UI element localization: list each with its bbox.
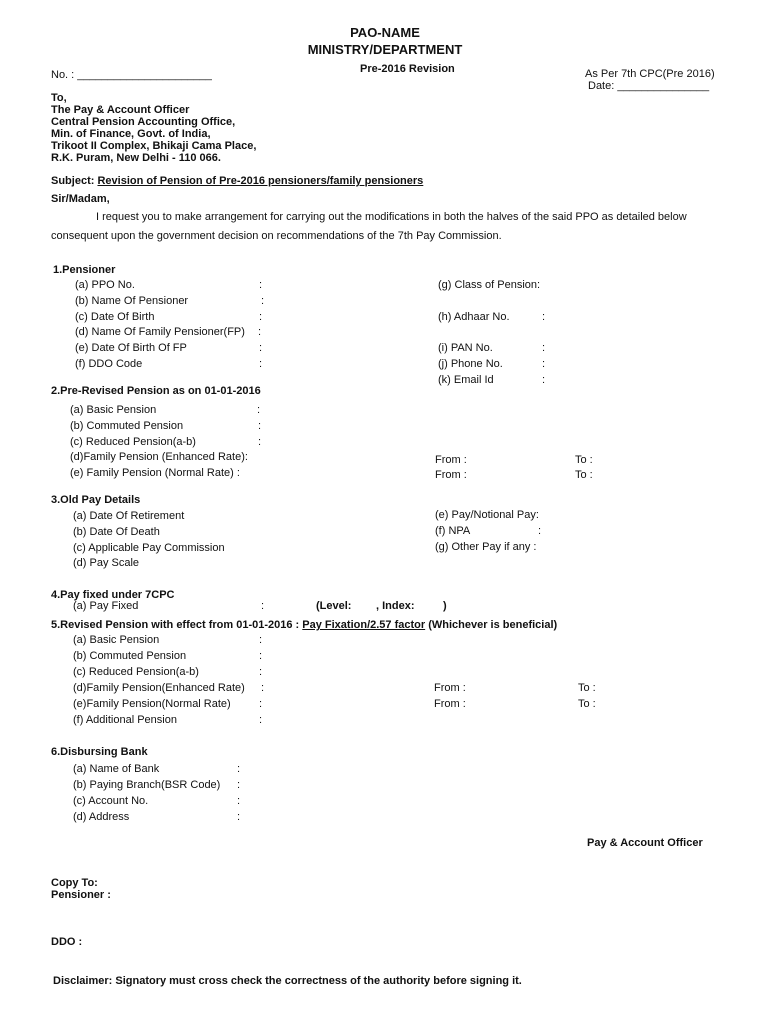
pao-name: PAO-NAME xyxy=(350,25,420,40)
address-line: The Pay & Account Officer xyxy=(51,104,190,116)
section-title-post: (Whichever is beneficial) xyxy=(425,619,558,631)
field-label: (b) Commuted Pension xyxy=(73,650,187,662)
colon: : xyxy=(259,634,263,646)
colon: : xyxy=(259,698,263,710)
colon: : xyxy=(237,811,241,823)
field-label: (d) Pay Scale xyxy=(73,557,140,569)
index-label: , Index: xyxy=(376,600,415,612)
field-label: (i) PAN No. xyxy=(438,342,493,354)
address-line: Trikoot II Complex, Bhikaji Cama Place, xyxy=(51,140,257,152)
colon: : xyxy=(258,436,262,448)
section-title xyxy=(51,619,557,632)
field-label: (d) Name Of Family Pensioner(FP) xyxy=(75,326,245,338)
colon: : xyxy=(261,682,265,694)
address-line: R.K. Puram, New Delhi - 110 066. xyxy=(51,152,221,164)
field-label: (e) Family Pension (Normal Rate) : xyxy=(70,467,240,479)
body-text: consequent upon the government decision on recommendations of the 7th Pay Commission. xyxy=(51,230,502,242)
close-paren: ) xyxy=(443,600,447,612)
body-text: I request you to make arrangement for carrying out the modifications in both the halves of the said PPO as detailed below xyxy=(96,211,687,223)
copy-to: Copy To: xyxy=(51,877,98,889)
ministry-department: MINISTRY/DEPARTMENT xyxy=(307,42,463,57)
address-line: Min. of Finance, Govt. of India, xyxy=(51,128,211,140)
colon: : xyxy=(261,600,265,612)
colon: : xyxy=(259,650,263,662)
field-label: (b) Name Of Pensioner xyxy=(75,295,189,307)
field-label: (c) Account No. xyxy=(73,795,149,807)
colon: : xyxy=(259,311,263,323)
colon: : xyxy=(542,311,546,323)
section-title: 3.Old Pay Details xyxy=(51,494,141,506)
colon: : xyxy=(258,326,262,338)
field-label: (f) DDO Code xyxy=(75,358,143,370)
colon: : xyxy=(261,295,265,307)
field-label: (g) Other Pay if any : xyxy=(435,541,537,553)
revision-label: Pre-2016 Revision xyxy=(360,63,455,75)
field-label: (d) Address xyxy=(73,811,130,823)
field-label: (a) Name of Bank xyxy=(73,763,160,775)
salutation: Sir/Madam, xyxy=(51,193,110,205)
from-label: From : xyxy=(434,698,466,710)
from-label: From : xyxy=(435,454,467,466)
field-label: (k) Email Id xyxy=(438,374,494,386)
colon: : xyxy=(259,342,263,354)
field-label: (b) Commuted Pension xyxy=(70,420,184,432)
field-label: (g) Class of Pension: xyxy=(438,279,541,291)
reference-number: No. : ______________________ xyxy=(51,69,212,81)
copy-pensioner: Pensioner : xyxy=(51,889,111,901)
to-label: To : xyxy=(575,454,593,466)
colon: : xyxy=(237,795,241,807)
field-label: (c) Date Of Birth xyxy=(75,311,155,323)
to-label: To : xyxy=(578,682,596,694)
colon: : xyxy=(538,525,542,537)
level-label: (Level: xyxy=(316,600,352,612)
section-title: 2.Pre-Revised Pension as on 01-01-2016 xyxy=(51,385,261,397)
field-label: (a) PPO No. xyxy=(75,279,135,291)
field-label: (c) Reduced Pension(a-b) xyxy=(73,666,199,678)
field-label: (f) Additional Pension xyxy=(73,714,177,726)
colon: : xyxy=(542,374,546,386)
field-label: (d)Family Pension(Enhanced Rate) xyxy=(73,682,245,694)
colon: : xyxy=(542,358,546,370)
signatory: Pay & Account Officer xyxy=(587,837,703,849)
field-label: (c) Applicable Pay Commission xyxy=(73,542,225,554)
to-label: To : xyxy=(575,469,593,481)
field-label: (f) NPA xyxy=(435,525,471,537)
field-label: (a) Basic Pension xyxy=(70,404,157,416)
address-to: To, xyxy=(51,92,67,104)
section-title: 4.Pay fixed under 7CPC xyxy=(51,589,175,601)
subject-line xyxy=(51,175,423,188)
field-label: (a) Date Of Retirement xyxy=(73,510,185,522)
section-title: 1.Pensioner xyxy=(53,264,116,276)
address-line: Central Pension Accounting Office, xyxy=(51,116,236,128)
colon: : xyxy=(257,404,261,416)
as-per-cpc: As Per 7th CPC(Pre 2016) xyxy=(585,68,715,80)
colon: : xyxy=(259,358,263,370)
field-label: (j) Phone No. xyxy=(438,358,503,370)
field-label: (e) Date Of Birth Of FP xyxy=(75,342,187,354)
field-label: (e) Pay/Notional Pay: xyxy=(435,509,539,521)
to-label: To : xyxy=(578,698,596,710)
date-field: Date: _______________ xyxy=(588,80,710,92)
section-title-underlined: Pay Fixation/2.57 factor xyxy=(302,619,426,631)
disclaimer: Disclaimer: Signatory must cross check the correctness of the authority before signing it. xyxy=(53,975,522,987)
field-label: (a) Basic Pension xyxy=(73,634,160,646)
field-label: (b) Date Of Death xyxy=(73,526,160,538)
colon: : xyxy=(237,763,241,775)
colon: : xyxy=(237,779,241,791)
colon: : xyxy=(542,342,546,354)
section-title-pre: 5.Revised Pension with effect from 01-01-2016 : xyxy=(51,619,303,631)
colon: : xyxy=(259,714,263,726)
field-label: (d)Family Pension (Enhanced Rate): xyxy=(70,451,248,463)
field-label: (c) Reduced Pension(a-b) xyxy=(70,436,196,448)
subject-label: Subject: xyxy=(51,175,95,187)
from-label: From : xyxy=(434,682,466,694)
field-label: (a) Pay Fixed xyxy=(73,600,139,612)
colon: : xyxy=(258,420,262,432)
field-label: (h) Adhaar No. xyxy=(438,311,510,323)
copy-ddo: DDO : xyxy=(51,936,83,948)
field-label: (e)Family Pension(Normal Rate) xyxy=(73,698,231,710)
colon: : xyxy=(259,666,263,678)
colon: : xyxy=(259,279,263,291)
section-title: 6.Disbursing Bank xyxy=(51,746,148,758)
subject-text: Revision of Pension of Pre-2016 pensioners/family pensioners xyxy=(97,175,424,187)
from-label: From : xyxy=(435,469,467,481)
field-label: (b) Paying Branch(BSR Code) xyxy=(73,779,221,791)
